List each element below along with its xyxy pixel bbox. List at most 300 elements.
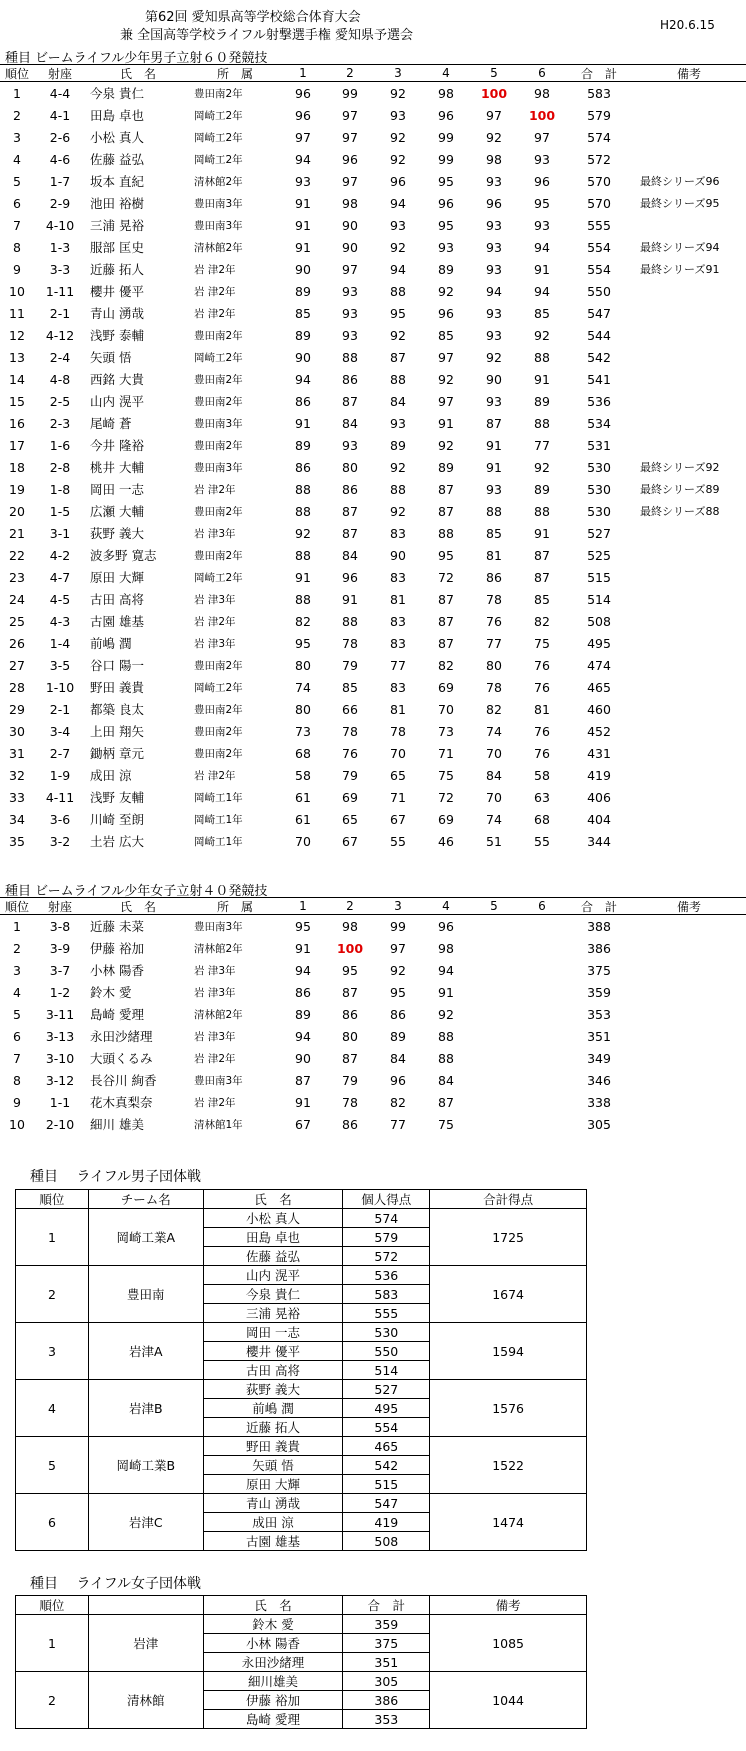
name-cell: 三浦 晃裕 xyxy=(90,218,144,233)
column-header: 5 xyxy=(490,899,498,913)
series-score-cell: 95 xyxy=(295,635,311,651)
rank-cell: 33 xyxy=(9,789,25,805)
column-header: 4 xyxy=(442,66,450,80)
lane-cell: 2-9 xyxy=(49,195,71,211)
total-cell: 530 xyxy=(587,503,611,519)
note-cell: 最終シリーズ91 xyxy=(640,263,720,276)
club-cell: 豊田南2年 xyxy=(194,87,243,100)
series-score-cell: 95 xyxy=(390,305,406,321)
tournament-subtitle: 兼 全国高等学校ライフル射撃選手権 愛知県予選会 xyxy=(120,28,413,43)
name-cell: 都築 良太 xyxy=(90,702,144,717)
series-score-cell: 93 xyxy=(534,217,550,233)
name-cell: 今泉 貴仁 xyxy=(90,86,144,101)
total-cell: 554 xyxy=(587,261,611,277)
name-cell: 服部 匡史 xyxy=(90,240,144,255)
series-score-cell: 83 xyxy=(390,679,406,695)
series-score-cell: 96 xyxy=(438,195,454,211)
team-name-cell: 岡崎工業A xyxy=(88,1209,203,1266)
table-row xyxy=(0,148,746,170)
series-score-cell: 96 xyxy=(342,151,358,167)
lane-cell: 2-8 xyxy=(49,459,71,475)
series-score-cell: 65 xyxy=(390,767,406,783)
name-cell: 谷口 陽一 xyxy=(90,658,144,673)
member-name-cell: 山内 滉平 xyxy=(203,1266,343,1285)
series-score-cell: 93 xyxy=(486,481,502,497)
series-score-cell: 90 xyxy=(295,261,311,277)
series-score-cell: 61 xyxy=(295,789,311,805)
series-score-cell: 89 xyxy=(295,1006,311,1022)
table-row xyxy=(0,104,746,126)
member-score-cell: 554 xyxy=(343,1418,430,1437)
club-cell: 岡崎工1年 xyxy=(194,813,243,826)
total-cell: 579 xyxy=(587,107,611,123)
rank-cell: 17 xyxy=(9,437,25,453)
name-cell: 川崎 至朗 xyxy=(90,812,144,827)
series-score-cell: 98 xyxy=(342,918,358,934)
series-score-cell: 90 xyxy=(390,547,406,563)
club-cell: 岩 津3年 xyxy=(194,527,236,540)
rank-cell: 35 xyxy=(9,833,25,849)
club-cell: 清林館2年 xyxy=(194,1008,243,1021)
series-score-cell: 87 xyxy=(342,503,358,519)
club-cell: 岩 津2年 xyxy=(194,1052,236,1065)
series-score-cell: 97 xyxy=(438,393,454,409)
series-score-cell: 91 xyxy=(295,940,311,956)
lane-cell: 1-9 xyxy=(49,767,71,783)
total-cell: 541 xyxy=(587,371,611,387)
rank-cell: 2 xyxy=(16,1266,89,1323)
series-score-cell: 76 xyxy=(342,745,358,761)
member-score-cell: 386 xyxy=(343,1691,430,1710)
name-cell: 広瀬 大輔 xyxy=(90,504,144,519)
member-score-cell: 353 xyxy=(343,1710,430,1729)
column-header: 氏 名 xyxy=(119,66,156,81)
member-name-cell: 三浦 晃裕 xyxy=(203,1304,343,1323)
series-score-cell: 95 xyxy=(438,217,454,233)
member-score-cell: 359 xyxy=(343,1615,430,1634)
club-cell: 岩 津2年 xyxy=(194,615,236,628)
series-score-cell: 82 xyxy=(438,657,454,673)
series-score-cell: 94 xyxy=(486,283,502,299)
total-cell: 406 xyxy=(587,789,611,805)
name-cell: 細川 雄美 xyxy=(90,1117,144,1132)
total-cell: 583 xyxy=(587,85,611,101)
series-score-cell: 92 xyxy=(390,459,406,475)
name-cell: 池田 裕樹 xyxy=(90,196,144,211)
total-cell: 508 xyxy=(587,613,611,629)
series-score-cell: 91 xyxy=(438,984,454,1000)
series-score-cell: 89 xyxy=(295,327,311,343)
name-cell: 小林 陽香 xyxy=(90,963,144,978)
series-score-cell: 46 xyxy=(438,833,454,849)
series-score-cell: 86 xyxy=(342,371,358,387)
table-row xyxy=(0,808,746,830)
lane-cell: 3-2 xyxy=(49,833,71,849)
member-score-cell: 555 xyxy=(343,1304,430,1323)
name-cell: 近藤 拓人 xyxy=(90,262,144,277)
event-date: H20.6.15 xyxy=(660,18,715,32)
club-cell: 岩 津2年 xyxy=(194,307,236,320)
table-row xyxy=(0,981,746,1003)
lane-cell: 3-5 xyxy=(49,657,71,673)
series-score-cell: 86 xyxy=(342,1116,358,1132)
rank-cell: 7 xyxy=(13,1050,21,1066)
series-score-cell: 68 xyxy=(534,811,550,827)
series-score-cell: 91 xyxy=(295,415,311,431)
team-row xyxy=(16,1437,587,1456)
column-header: 1 xyxy=(299,66,307,80)
header-row xyxy=(0,64,746,82)
team-name-cell: 豊田南 xyxy=(88,1266,203,1323)
lane-cell: 4-10 xyxy=(45,217,75,233)
lane-cell: 1-6 xyxy=(49,437,71,453)
team-name-cell: 岩津B xyxy=(88,1380,203,1437)
series-score-cell: 87 xyxy=(438,1094,454,1110)
rank-cell: 3 xyxy=(13,129,21,145)
table-row xyxy=(0,742,746,764)
lane-cell: 3-4 xyxy=(49,723,71,739)
club-cell: 岩 津3年 xyxy=(194,964,236,977)
club-cell: 岡崎工2年 xyxy=(194,131,243,144)
lane-cell: 1-10 xyxy=(45,679,75,695)
team-row xyxy=(16,1615,587,1634)
club-cell: 岡崎工1年 xyxy=(194,835,243,848)
series-score-cell: 84 xyxy=(342,547,358,563)
rank-cell: 5 xyxy=(16,1437,89,1494)
series-score-cell: 97 xyxy=(486,107,502,123)
series-score-cell: 78 xyxy=(342,1094,358,1110)
series-score-cell: 96 xyxy=(390,1072,406,1088)
team-total-cell: 1594 xyxy=(430,1323,587,1380)
series-score-cell: 77 xyxy=(390,1116,406,1132)
series-score-cell: 93 xyxy=(486,305,502,321)
series-score-cell: 100 xyxy=(528,107,556,123)
lane-cell: 3-8 xyxy=(49,918,71,934)
series-score-cell: 88 xyxy=(390,283,406,299)
series-score-cell: 97 xyxy=(438,349,454,365)
member-score-cell: 579 xyxy=(343,1228,430,1247)
name-cell: 前嶋 潤 xyxy=(90,636,132,651)
rank-cell: 3 xyxy=(13,962,21,978)
name-cell: 野田 義貴 xyxy=(90,680,144,695)
series-score-cell: 98 xyxy=(534,85,550,101)
column-header: 所 属 xyxy=(216,66,253,81)
header-row xyxy=(0,897,746,915)
series-score-cell: 77 xyxy=(486,635,502,651)
series-score-cell: 100 xyxy=(480,85,508,101)
team-row xyxy=(16,1494,587,1513)
name-cell: 坂本 直紀 xyxy=(90,174,144,189)
series-score-cell: 99 xyxy=(342,85,358,101)
series-score-cell: 88 xyxy=(438,1050,454,1066)
series-score-cell: 100 xyxy=(336,940,364,956)
girls-event-title: 種目 ビームライフル少年女子立射４０発競技 xyxy=(5,884,268,899)
column-header: 6 xyxy=(538,899,546,913)
team-row xyxy=(16,1672,587,1691)
column-header: 射座 xyxy=(47,66,72,81)
member-name-cell: 田島 卓也 xyxy=(203,1228,343,1247)
rank-cell: 11 xyxy=(9,305,25,321)
series-score-cell: 92 xyxy=(390,85,406,101)
lane-cell: 4-4 xyxy=(49,85,71,101)
rank-cell: 4 xyxy=(13,151,21,167)
series-score-cell: 93 xyxy=(534,151,550,167)
tournament-title: 第62回 愛知県高等学校総合体育大会 xyxy=(145,10,361,25)
series-score-cell: 73 xyxy=(295,723,311,739)
table-row xyxy=(0,698,746,720)
lane-cell: 1-2 xyxy=(49,984,71,1000)
total-cell: 531 xyxy=(587,437,611,453)
name-cell: 櫻井 優平 xyxy=(90,284,144,299)
series-score-cell: 89 xyxy=(534,393,550,409)
total-cell: 359 xyxy=(587,984,611,1000)
column-header: 合 計 xyxy=(580,66,617,81)
rank-cell: 9 xyxy=(13,1094,21,1110)
column-header: 合 計 xyxy=(580,899,617,914)
series-score-cell: 95 xyxy=(438,173,454,189)
series-score-cell: 90 xyxy=(342,239,358,255)
club-cell: 豊田南2年 xyxy=(194,549,243,562)
header-row xyxy=(16,1596,587,1615)
series-score-cell: 86 xyxy=(295,393,311,409)
series-score-cell: 93 xyxy=(486,217,502,233)
series-score-cell: 93 xyxy=(295,173,311,189)
series-score-cell: 88 xyxy=(295,503,311,519)
series-score-cell: 98 xyxy=(342,195,358,211)
series-score-cell: 75 xyxy=(438,767,454,783)
total-cell: 474 xyxy=(587,657,611,673)
series-score-cell: 70 xyxy=(295,833,311,849)
series-score-cell: 90 xyxy=(486,371,502,387)
column-header: 射座 xyxy=(47,899,72,914)
club-cell: 豊田南3年 xyxy=(194,417,243,430)
series-score-cell: 71 xyxy=(390,789,406,805)
name-cell: 伊藤 裕加 xyxy=(90,941,144,956)
series-score-cell: 96 xyxy=(438,107,454,123)
series-score-cell: 92 xyxy=(438,371,454,387)
team-total-cell: 1576 xyxy=(430,1380,587,1437)
rank-cell: 10 xyxy=(9,283,25,299)
rank-cell: 6 xyxy=(13,1028,21,1044)
member-score-cell: 351 xyxy=(343,1653,430,1672)
rank-cell: 6 xyxy=(13,195,21,211)
club-cell: 豊田南2年 xyxy=(194,505,243,518)
series-score-cell: 87 xyxy=(438,481,454,497)
series-score-cell: 81 xyxy=(534,701,550,717)
series-score-cell: 84 xyxy=(342,415,358,431)
rank-cell: 8 xyxy=(13,1072,21,1088)
header-row xyxy=(16,1190,587,1209)
lane-cell: 3-10 xyxy=(45,1050,75,1066)
series-score-cell: 87 xyxy=(534,569,550,585)
team-total-cell: 1085 xyxy=(430,1615,587,1672)
table-row xyxy=(0,632,746,654)
rank-cell: 2 xyxy=(16,1672,89,1729)
table-row xyxy=(0,258,746,280)
series-score-cell: 78 xyxy=(486,679,502,695)
name-cell: 山内 滉平 xyxy=(90,394,144,409)
series-score-cell: 55 xyxy=(534,833,550,849)
lane-cell: 3-1 xyxy=(49,525,71,541)
table-row xyxy=(0,390,746,412)
series-score-cell: 89 xyxy=(438,261,454,277)
member-score-cell: 542 xyxy=(343,1456,430,1475)
rank-cell: 2 xyxy=(13,940,21,956)
series-score-cell: 66 xyxy=(342,701,358,717)
team-total-cell: 1522 xyxy=(430,1437,587,1494)
table-row xyxy=(0,302,746,324)
rank-cell: 25 xyxy=(9,613,25,629)
series-score-cell: 85 xyxy=(438,327,454,343)
name-cell: 土岩 広大 xyxy=(90,834,144,849)
team-row xyxy=(16,1323,587,1342)
series-score-cell: 94 xyxy=(295,1028,311,1044)
table-row xyxy=(0,720,746,742)
total-cell: 536 xyxy=(587,393,611,409)
series-score-cell: 93 xyxy=(486,327,502,343)
column-header: 備考 xyxy=(430,1596,587,1615)
series-score-cell: 78 xyxy=(342,723,358,739)
series-score-cell: 88 xyxy=(486,503,502,519)
series-score-cell: 95 xyxy=(390,984,406,1000)
member-name-cell: 近藤 拓人 xyxy=(203,1418,343,1437)
table-row xyxy=(0,786,746,808)
team-name-cell: 岡崎工業B xyxy=(88,1437,203,1494)
club-cell: 岩 津3年 xyxy=(194,593,236,606)
member-score-cell: 465 xyxy=(343,1437,430,1456)
team-name-cell: 岩津A xyxy=(88,1323,203,1380)
series-score-cell: 96 xyxy=(438,918,454,934)
member-score-cell: 547 xyxy=(343,1494,430,1513)
club-cell: 豊田南3年 xyxy=(194,219,243,232)
rank-cell: 1 xyxy=(16,1209,89,1266)
series-score-cell: 91 xyxy=(295,217,311,233)
rank-cell: 2 xyxy=(13,107,21,123)
series-score-cell: 91 xyxy=(486,437,502,453)
column-header: 備考 xyxy=(676,899,701,914)
series-score-cell: 91 xyxy=(342,591,358,607)
series-score-cell: 93 xyxy=(390,217,406,233)
name-cell: 波多野 寛志 xyxy=(90,548,157,563)
series-score-cell: 94 xyxy=(295,962,311,978)
series-score-cell: 91 xyxy=(438,415,454,431)
series-score-cell: 91 xyxy=(534,525,550,541)
series-score-cell: 80 xyxy=(486,657,502,673)
member-name-cell: 伊藤 裕加 xyxy=(203,1691,343,1710)
series-score-cell: 58 xyxy=(534,767,550,783)
rank-cell: 9 xyxy=(13,261,21,277)
series-score-cell: 83 xyxy=(390,613,406,629)
rank-cell: 1 xyxy=(16,1615,89,1672)
series-score-cell: 87 xyxy=(438,635,454,651)
series-score-cell: 88 xyxy=(295,481,311,497)
series-score-cell: 89 xyxy=(295,437,311,453)
column-header: 氏 名 xyxy=(119,899,156,914)
name-cell: 今井 隆裕 xyxy=(90,438,144,453)
club-cell: 岩 津3年 xyxy=(194,637,236,650)
name-cell: 浅野 泰輔 xyxy=(90,328,144,343)
series-score-cell: 86 xyxy=(486,569,502,585)
series-score-cell: 70 xyxy=(390,745,406,761)
series-score-cell: 96 xyxy=(390,173,406,189)
club-cell: 清林館2年 xyxy=(194,241,243,254)
lane-cell: 1-1 xyxy=(49,1094,71,1110)
name-cell: 小松 真人 xyxy=(90,130,144,145)
series-score-cell: 87 xyxy=(438,613,454,629)
table-row xyxy=(0,959,746,981)
series-score-cell: 94 xyxy=(534,283,550,299)
total-cell: 555 xyxy=(587,217,611,233)
series-score-cell: 92 xyxy=(390,327,406,343)
table-row xyxy=(0,1047,746,1069)
total-cell: 574 xyxy=(587,129,611,145)
series-score-cell: 82 xyxy=(390,1094,406,1110)
club-cell: 岩 津2年 xyxy=(194,263,236,276)
series-score-cell: 87 xyxy=(342,525,358,541)
series-score-cell: 88 xyxy=(438,525,454,541)
total-cell: 353 xyxy=(587,1006,611,1022)
series-score-cell: 84 xyxy=(438,1072,454,1088)
series-score-cell: 55 xyxy=(390,833,406,849)
series-score-cell: 85 xyxy=(342,679,358,695)
name-cell: 桃井 大輔 xyxy=(90,460,144,475)
club-cell: 岩 津3年 xyxy=(194,1030,236,1043)
series-score-cell: 94 xyxy=(438,962,454,978)
table-row xyxy=(0,1003,746,1025)
member-name-cell: 成田 涼 xyxy=(203,1513,343,1532)
member-name-cell: 島崎 愛理 xyxy=(203,1710,343,1729)
team-row xyxy=(16,1380,587,1399)
member-score-cell: 583 xyxy=(343,1285,430,1304)
table-row xyxy=(0,566,746,588)
club-cell: 豊田南3年 xyxy=(194,1074,243,1087)
series-score-cell: 91 xyxy=(295,569,311,585)
series-score-cell: 83 xyxy=(390,635,406,651)
name-cell: 花木真梨奈 xyxy=(90,1095,153,1110)
team-name-cell: 岩津C xyxy=(88,1494,203,1551)
series-score-cell: 92 xyxy=(295,525,311,541)
series-score-cell: 96 xyxy=(534,173,550,189)
series-score-cell: 96 xyxy=(342,569,358,585)
rank-cell: 15 xyxy=(9,393,25,409)
lane-cell: 3-6 xyxy=(49,811,71,827)
series-score-cell: 87 xyxy=(342,1050,358,1066)
note-cell: 最終シリーズ94 xyxy=(640,241,720,254)
note-cell: 最終シリーズ88 xyxy=(640,505,720,518)
rank-cell: 4 xyxy=(13,984,21,1000)
series-score-cell: 58 xyxy=(295,767,311,783)
series-score-cell: 93 xyxy=(486,173,502,189)
series-score-cell: 95 xyxy=(438,547,454,563)
member-name-cell: 永田沙緒理 xyxy=(203,1653,343,1672)
team-row xyxy=(16,1209,587,1228)
member-name-cell: 荻野 義大 xyxy=(203,1380,343,1399)
member-name-cell: 小松 真人 xyxy=(203,1209,343,1228)
rank-cell: 7 xyxy=(13,217,21,233)
rank-cell: 34 xyxy=(9,811,25,827)
boys-results-table xyxy=(0,64,746,852)
series-score-cell: 92 xyxy=(390,151,406,167)
rank-cell: 18 xyxy=(9,459,25,475)
series-score-cell: 92 xyxy=(390,962,406,978)
series-score-cell: 88 xyxy=(295,547,311,563)
table-row xyxy=(0,500,746,522)
series-score-cell: 77 xyxy=(390,657,406,673)
series-score-cell: 91 xyxy=(295,1094,311,1110)
note-cell: 最終シリーズ95 xyxy=(640,197,720,210)
series-score-cell: 93 xyxy=(486,239,502,255)
series-score-cell: 93 xyxy=(342,305,358,321)
